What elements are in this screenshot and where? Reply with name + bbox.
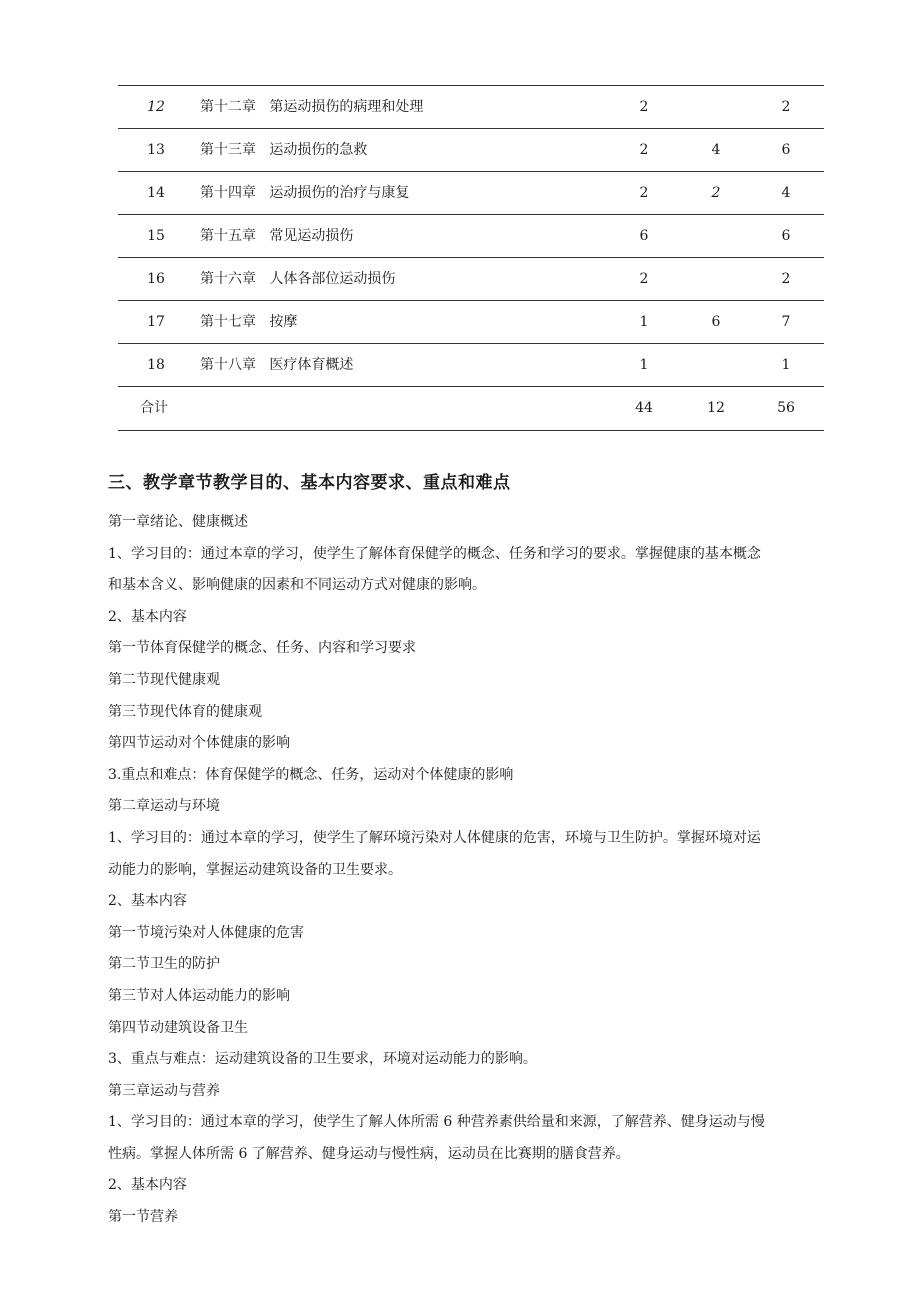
theory-hours: 2: [639, 185, 649, 201]
course-hours-table: [118, 85, 824, 431]
chapter-title: 第十四章 运动损伤的治疗与康复: [200, 185, 410, 201]
chapter-title: 第十三章 运动损伤的急救: [200, 142, 368, 158]
chapter-title: 第十二章 第运动损伤的病理和处理: [200, 99, 424, 115]
chapter-number: 18: [147, 357, 165, 373]
total-hours: 6: [781, 228, 791, 244]
text-line: 动能力的影响，掌握运动建筑设备的卫生要求。: [108, 861, 402, 878]
chapter-number: 15: [147, 228, 165, 244]
text-line: 第一节营养: [108, 1209, 178, 1226]
text-line: 第三章运动与营养: [108, 1082, 220, 1099]
total-hours: 2: [781, 99, 791, 115]
text-line: 3、重点与难点：运动建筑设备的卫生要求，环境对运动能力的影响。: [108, 1051, 537, 1068]
text-line: 第四节运动对个体健康的影响: [108, 735, 290, 752]
table-row: [118, 172, 824, 215]
text-line: 2、基本内容: [108, 893, 187, 910]
text-line: 第一节体育保健学的概念、任务、内容和学习要求: [108, 640, 416, 657]
chapter-title: 第十六章 人体各部位运动损伤: [200, 271, 396, 287]
total-label: 合计: [140, 400, 168, 416]
text-line: 1、学习目的：通过本章的学习，使学生了解环境污染对人体健康的危害，环境与卫生防护。掌握环境对运: [108, 829, 761, 846]
table-row: [118, 85, 824, 129]
text-line: 2、基本内容: [108, 608, 187, 625]
text-line: 3.重点和难点：体育保健学的概念、任务，运动对个体健康的影响: [108, 766, 514, 783]
chapter-number: 14: [147, 185, 165, 201]
text-line: 第一章绪论、健康概述: [108, 514, 248, 530]
text-line: 1、学习目的：通过本章的学习，使学生了解体育保健学的概念、任务和学习的要求。掌握健康的基本概念: [108, 545, 761, 562]
text-line: 1、学习目的：通过本章的学习，使学生了解人体所需 6 种营养素供给量和来源，了解营养、健身运动与慢: [108, 1114, 765, 1131]
text-line: 第二章运动与环境: [108, 798, 220, 815]
chapter-number: 17: [147, 314, 165, 330]
chapter-number: 12: [147, 99, 165, 115]
theory-hours-total: 44: [635, 400, 653, 416]
text-line: 第二节卫生的防护: [108, 956, 220, 973]
table-total-row: [118, 387, 824, 431]
text-line: 性病。掌握人体所需 6 了解营养、健身运动与慢性病，运动员在比赛期的膳食营养。: [108, 1145, 630, 1162]
text-line: 第三节对人体运动能力的影响: [108, 987, 290, 1004]
section-body: [108, 507, 828, 1234]
table-row: [118, 215, 824, 258]
chapter-title: 第十七章 按摩: [200, 314, 298, 330]
text-line: 第一节境污染对人体健康的危害: [108, 924, 304, 941]
table-row: [118, 301, 824, 344]
theory-hours: 2: [639, 142, 649, 158]
text-line: 第三节现代体育的健康观: [108, 703, 262, 720]
total-hours: 7: [781, 314, 791, 330]
practice-hours: 2: [711, 185, 721, 201]
chapter-number: 13: [147, 142, 165, 158]
total-hours: 4: [781, 185, 791, 201]
theory-hours: 6: [639, 228, 649, 244]
text-line: 第二节现代健康观: [108, 671, 220, 688]
text-line: 2、基本内容: [108, 1177, 187, 1194]
table-row: [118, 344, 824, 387]
theory-hours: 2: [639, 271, 649, 287]
section-heading: 三、教学章节教学目的、基本内容要求、重点和难点: [108, 473, 511, 493]
practice-hours-total: 12: [707, 400, 725, 416]
theory-hours: 2: [639, 99, 649, 115]
chapter-title: 第十五章 常见运动损伤: [200, 228, 354, 244]
total-hours: 2: [781, 271, 791, 287]
text-line: 第四节动建筑设备卫生: [108, 1019, 248, 1036]
practice-hours: 6: [711, 314, 721, 330]
theory-hours: 1: [639, 314, 649, 330]
table-row: [118, 258, 824, 301]
chapter-number: 16: [147, 271, 165, 287]
theory-hours: 1: [639, 357, 649, 373]
total-hours: 6: [781, 142, 791, 158]
total-hours: 1: [781, 357, 791, 373]
chapter-title: 第十八章 医疗体育概述: [200, 357, 354, 373]
practice-hours: 4: [711, 142, 721, 158]
grand-total-hours: 56: [777, 400, 795, 416]
text-line: 和基本含义、影响健康的因素和不同运动方式对健康的影响。: [108, 577, 486, 594]
table-row: [118, 129, 824, 172]
